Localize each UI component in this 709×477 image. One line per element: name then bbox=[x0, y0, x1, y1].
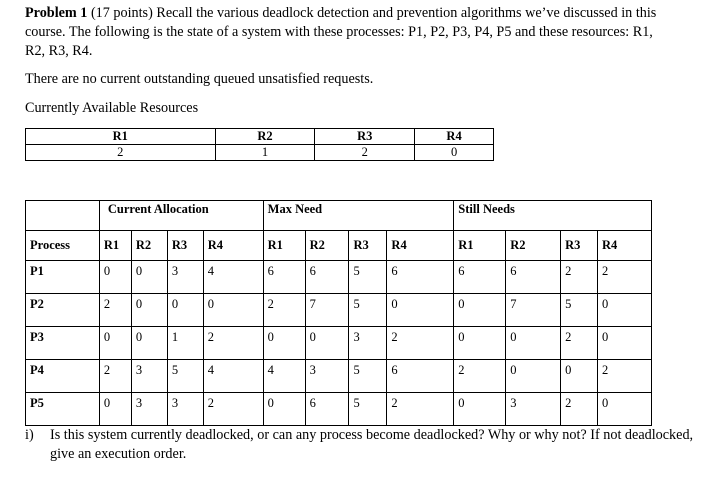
group-blank bbox=[26, 201, 100, 231]
avail-header-r2: R2 bbox=[215, 129, 315, 145]
max-header-r1: R1 bbox=[263, 231, 305, 261]
need-cell: 0 bbox=[561, 360, 598, 393]
alloc-cell: 0 bbox=[203, 294, 263, 327]
alloc-cell: 0 bbox=[99, 393, 131, 426]
group-max-need: Max Need bbox=[263, 201, 454, 231]
need-cell: 2 bbox=[561, 327, 598, 360]
alloc-cell: 2 bbox=[203, 393, 263, 426]
need-cell: 6 bbox=[454, 261, 506, 294]
alloc-cell: 4 bbox=[203, 261, 263, 294]
process-name: P5 bbox=[26, 393, 100, 426]
alloc-cell: 0 bbox=[167, 294, 203, 327]
alloc-cell: 2 bbox=[203, 327, 263, 360]
alloc-cell: 3 bbox=[131, 360, 167, 393]
alloc-cell: 2 bbox=[99, 360, 131, 393]
table-row bbox=[26, 294, 652, 327]
max-cell: 7 bbox=[305, 294, 349, 327]
need-cell: 6 bbox=[506, 261, 561, 294]
max-cell: 0 bbox=[387, 294, 454, 327]
need-cell: 2 bbox=[561, 261, 598, 294]
question-number: i) bbox=[25, 427, 34, 443]
max-cell: 2 bbox=[263, 294, 305, 327]
max-cell: 5 bbox=[349, 294, 387, 327]
max-cell: 3 bbox=[349, 327, 387, 360]
group-still-needs: Still Needs bbox=[454, 201, 652, 231]
need-cell: 0 bbox=[454, 393, 506, 426]
need-cell: 0 bbox=[454, 294, 506, 327]
no-requests-text: There are no current outstanding queued unsatisfied requests. bbox=[25, 71, 374, 87]
need-cell: 0 bbox=[454, 327, 506, 360]
process-header: Process bbox=[26, 231, 100, 261]
need-cell: 0 bbox=[506, 327, 561, 360]
max-header-r4: R4 bbox=[387, 231, 454, 261]
table-row bbox=[26, 327, 652, 360]
need-header-r2: R2 bbox=[506, 231, 561, 261]
alloc-cell: 4 bbox=[203, 360, 263, 393]
alloc-cell: 3 bbox=[167, 261, 203, 294]
alloc-cell: 3 bbox=[131, 393, 167, 426]
need-cell: 2 bbox=[598, 360, 652, 393]
max-cell: 5 bbox=[349, 360, 387, 393]
need-cell: 2 bbox=[454, 360, 506, 393]
need-cell: 2 bbox=[598, 261, 652, 294]
available-resources-table bbox=[25, 128, 494, 161]
max-cell: 2 bbox=[387, 393, 454, 426]
problem-label: Problem 1 bbox=[25, 5, 88, 21]
max-cell: 3 bbox=[305, 360, 349, 393]
alloc-cell: 0 bbox=[99, 261, 131, 294]
max-header-r2: R2 bbox=[305, 231, 349, 261]
problem-text: (17 points) Recall the various deadlock detection and prevention algorithms we’ve discussed in this course. The following is the state of a system with these processes: P1, P2, P3, P4, P5 and these resources: R1, R2, R3, R4. bbox=[25, 5, 657, 59]
max-cell: 6 bbox=[263, 261, 305, 294]
need-cell: 0 bbox=[506, 360, 561, 393]
max-cell: 6 bbox=[387, 360, 454, 393]
max-cell: 4 bbox=[263, 360, 305, 393]
alloc-header-r4: R4 bbox=[203, 231, 263, 261]
alloc-cell: 0 bbox=[131, 261, 167, 294]
max-cell: 5 bbox=[349, 261, 387, 294]
avail-header-r1: R1 bbox=[26, 129, 216, 145]
process-name: P1 bbox=[26, 261, 100, 294]
need-header-r4: R4 bbox=[598, 231, 652, 261]
alloc-cell: 0 bbox=[131, 294, 167, 327]
alloc-cell: 5 bbox=[167, 360, 203, 393]
alloc-cell: 1 bbox=[167, 327, 203, 360]
process-name: P4 bbox=[26, 360, 100, 393]
need-header-r1: R1 bbox=[454, 231, 506, 261]
avail-value-r3: 2 bbox=[315, 145, 415, 161]
need-cell: 0 bbox=[598, 327, 652, 360]
table-row bbox=[26, 261, 652, 294]
max-cell: 2 bbox=[387, 327, 454, 360]
need-cell: 0 bbox=[598, 294, 652, 327]
group-current-allocation: Current Allocation bbox=[99, 201, 263, 231]
max-cell: 0 bbox=[263, 393, 305, 426]
need-header-r3: R3 bbox=[561, 231, 598, 261]
max-cell: 0 bbox=[263, 327, 305, 360]
need-cell: 5 bbox=[561, 294, 598, 327]
max-cell: 6 bbox=[305, 261, 349, 294]
avail-value-r4: 0 bbox=[415, 145, 494, 161]
avail-header-r4: R4 bbox=[415, 129, 494, 145]
need-cell: 2 bbox=[561, 393, 598, 426]
alloc-cell: 0 bbox=[131, 327, 167, 360]
process-name: P2 bbox=[26, 294, 100, 327]
alloc-cell: 3 bbox=[167, 393, 203, 426]
need-cell: 3 bbox=[506, 393, 561, 426]
need-cell: 0 bbox=[598, 393, 652, 426]
avail-header-r3: R3 bbox=[315, 129, 415, 145]
alloc-header-r2: R2 bbox=[131, 231, 167, 261]
max-cell: 5 bbox=[349, 393, 387, 426]
alloc-header-r3: R3 bbox=[167, 231, 203, 261]
allocation-table bbox=[25, 200, 652, 426]
max-cell: 6 bbox=[305, 393, 349, 426]
alloc-cell: 0 bbox=[99, 327, 131, 360]
avail-value-r2: 1 bbox=[215, 145, 315, 161]
max-cell: 6 bbox=[387, 261, 454, 294]
problem-intro bbox=[25, 4, 665, 61]
avail-value-r1: 2 bbox=[26, 145, 216, 161]
question-i bbox=[25, 426, 695, 464]
process-name: P3 bbox=[26, 327, 100, 360]
alloc-header-r1: R1 bbox=[99, 231, 131, 261]
table-row bbox=[26, 360, 652, 393]
question-text: Is this system currently deadlocked, or can any process become deadlocked? Why or why not? If not deadlocked, give an execution order. bbox=[50, 427, 694, 462]
alloc-cell: 2 bbox=[99, 294, 131, 327]
table-row bbox=[26, 393, 652, 426]
available-label: Currently Available Resources bbox=[25, 100, 199, 116]
max-cell: 0 bbox=[305, 327, 349, 360]
need-cell: 7 bbox=[506, 294, 561, 327]
max-header-r3: R3 bbox=[349, 231, 387, 261]
